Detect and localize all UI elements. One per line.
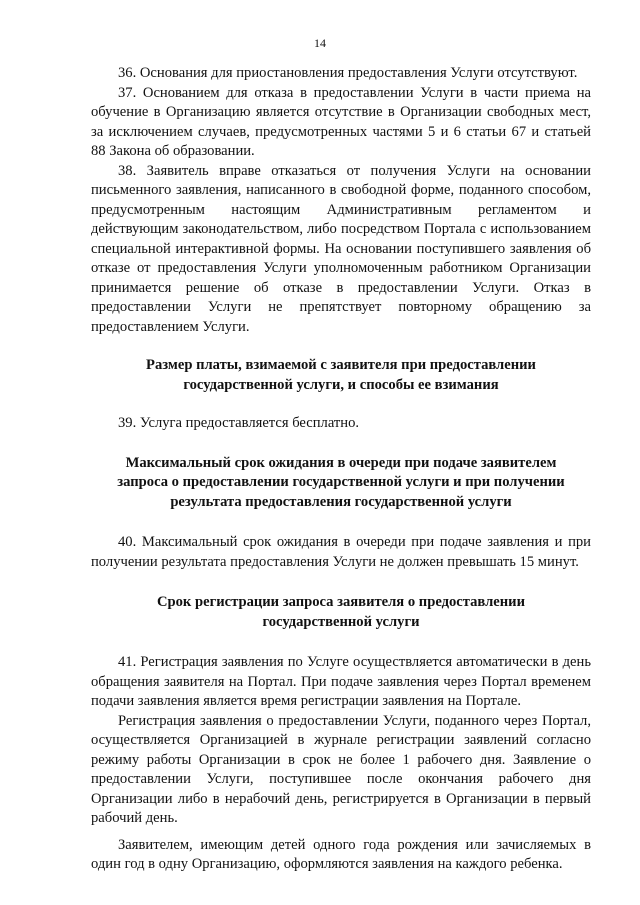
paragraph-39: 39. Услуга предоставляется бесплатно. <box>118 415 360 431</box>
paragraph-37: 37. Основанием для отказа в предоставлении Услуги в части приема на обучение в Организацию является отсутствие в Организации свободных мест, за исключением случаев, предусмотренных частями 5 и 6 статьи 67 и статьей 88 Закона об образовании. <box>91 84 591 159</box>
paragraph-41-registration: Регистрация заявления о предоставлении Услуги, поданного через Портал, осуществляется Организацией в журнале регистрации заявлений согласно режиму работы Организации в срок не более 1 рабочего дня. Заявление о предоставлении Услуги, поступившее после окончания рабочего дня Организации либо в нерабочий день, регистрируется в Организации в первый рабочий день. <box>91 712 591 826</box>
heading-fee: Размер платы, взимаемой с заявителя при предоставлении государственной услуги, и способы ее взимания <box>146 357 536 393</box>
paragraph-40: 40. Максимальный срок ожидания в очереди при подаче заявления и при получении результата предоставления Услуги не должен превышать 15 минут. <box>91 534 591 570</box>
paragraph-38: 38. Заявитель вправе отказаться от получения Услуги на основании письменного заявления, написанного в свободной форме, поданного способом, предусмотренным настоящим Административным регламентом и действующим законодательством, либо посредством Портала с использованием специальной интерактивной формы. На основании поступившего заявления об отказе от предоставления Услуги уполномоченным работником Организации принимается решение об отказе в предоставлении Услуги. Отказ в предоставлении Услуги не препятствует повторному обращению за предоставлением Услуги. <box>91 162 591 335</box>
heading-registration: Срок регистрации запроса заявителя о предоставлении государственной услуги <box>156 594 525 630</box>
page-number: 14 <box>314 36 326 50</box>
document-body <box>91 64 591 875</box>
heading-queue-time: Максимальный срок ожидания в очереди при подаче заявителем запроса о предоставлении государственной услуги и при получении результата предоставления государственной услуги <box>117 454 565 510</box>
paragraph-36: 36. Основания для приостановления предоставления Услуги отсутствуют. <box>118 65 578 81</box>
paragraph-41-children: Заявителем, имеющим детей одного года рождения или зачисляемых в один год в одну Организацию, оформляются заявления на каждого ребенка. <box>91 836 591 872</box>
paragraph-41: 41. Регистрация заявления по Услуге осуществляется автоматически в день обращения заявителя на Портал. При подаче заявления через Портал временем подачи заявления является время регистрации заявления на Портале. <box>91 654 591 709</box>
